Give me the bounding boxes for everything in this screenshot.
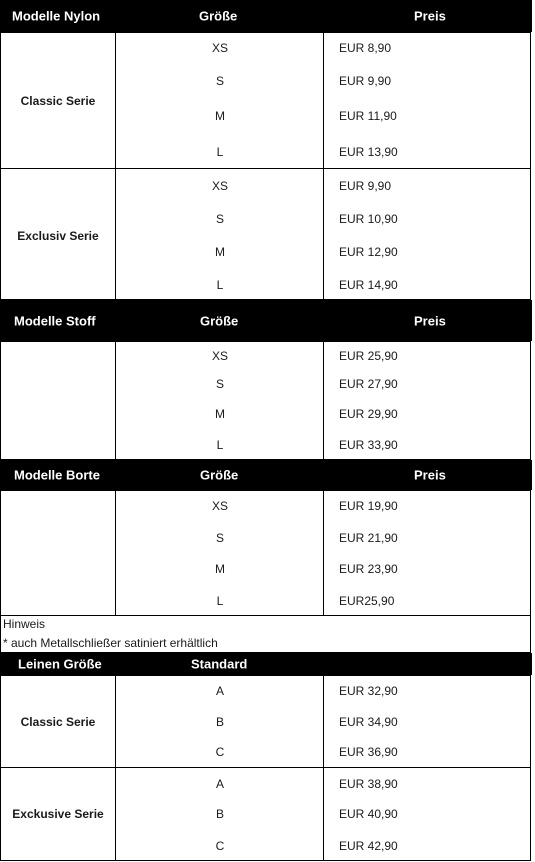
size-cell: S bbox=[215, 212, 224, 226]
size-cell: S bbox=[215, 74, 224, 88]
price-cell: EUR 13,90 bbox=[339, 145, 398, 159]
header-model-label: Modelle Borte bbox=[14, 467, 100, 483]
price-cell: EUR 38,90 bbox=[339, 777, 398, 791]
price-cell: EUR 19,90 bbox=[339, 499, 398, 513]
section-header-nylon bbox=[0, 0, 532, 32]
size-cell: L bbox=[216, 278, 224, 292]
price-cell: EUR 32,90 bbox=[339, 684, 398, 698]
section-header-stoff bbox=[0, 300, 532, 341]
series-label: Classic Serie bbox=[20, 94, 96, 108]
series-label: Classic Serie bbox=[20, 715, 96, 729]
section-header-leinen bbox=[0, 653, 532, 675]
header-price-label: Preis bbox=[414, 8, 446, 24]
price-cell: EUR 10,90 bbox=[339, 212, 398, 226]
hint-text: * auch Metallschließer satiniert erhältlich bbox=[3, 636, 218, 650]
price-group-nylon-exclusiv bbox=[0, 168, 531, 300]
header-size-label: Größe bbox=[200, 313, 239, 328]
size-cell: A bbox=[215, 684, 224, 698]
price-group-nylon-classic bbox=[0, 32, 531, 169]
hint-note bbox=[0, 615, 531, 653]
series-label: Exckusive Serie bbox=[12, 807, 104, 821]
price-cell: EUR 9,90 bbox=[339, 74, 392, 88]
size-cell: B bbox=[215, 715, 224, 729]
header-model-label: Leinen Größe bbox=[18, 656, 102, 672]
size-cell: C bbox=[215, 839, 225, 853]
price-cell: EUR 21,90 bbox=[339, 531, 398, 545]
price-cell: EUR 40,90 bbox=[339, 807, 398, 821]
header-price-label: Preis bbox=[414, 313, 446, 328]
header-size-label: Standard bbox=[191, 656, 248, 672]
size-cell: L bbox=[216, 438, 224, 452]
price-cell: EUR 36,90 bbox=[339, 745, 398, 759]
price-group-leinen-classic bbox=[0, 675, 531, 768]
price-cell: EUR 12,90 bbox=[339, 245, 398, 259]
price-cell: EUR 14,90 bbox=[339, 278, 398, 292]
price-cell: EUR 33,90 bbox=[339, 438, 398, 452]
size-cell: L bbox=[216, 145, 224, 159]
size-cell: A bbox=[215, 777, 224, 791]
header-size-label: Größe bbox=[199, 8, 238, 24]
price-group-leinen-exclusive bbox=[0, 767, 531, 861]
size-cell: M bbox=[215, 407, 225, 421]
size-cell: S bbox=[215, 377, 224, 391]
size-cell: M bbox=[215, 245, 225, 259]
price-cell: EUR 29,90 bbox=[339, 407, 398, 421]
price-group-borte bbox=[0, 490, 531, 616]
size-cell: XS bbox=[211, 41, 228, 55]
size-cell: XS bbox=[211, 499, 228, 513]
size-cell: XS bbox=[211, 349, 228, 363]
size-cell: S bbox=[215, 531, 224, 545]
price-cell: EUR 42,90 bbox=[339, 839, 398, 853]
price-group-stoff bbox=[0, 341, 531, 460]
size-cell: C bbox=[215, 745, 225, 759]
series-label: Exclusiv Serie bbox=[17, 229, 99, 243]
size-cell: XS bbox=[211, 179, 228, 193]
price-cell: EUR 25,90 bbox=[339, 349, 398, 363]
size-cell: M bbox=[215, 109, 225, 123]
price-cell: EUR25,90 bbox=[339, 594, 395, 608]
header-model-label: Modelle Nylon bbox=[12, 8, 101, 24]
price-cell: EUR 8,90 bbox=[339, 41, 392, 55]
price-cell: EUR 27,90 bbox=[339, 377, 398, 391]
size-cell: L bbox=[216, 594, 224, 608]
size-cell: B bbox=[215, 807, 224, 821]
header-price-label: Preis bbox=[414, 467, 446, 483]
header-size-label: Größe bbox=[200, 467, 239, 483]
price-cell: EUR 11,90 bbox=[339, 109, 397, 123]
price-cell: EUR 23,90 bbox=[339, 562, 398, 576]
price-cell: EUR 9,90 bbox=[339, 179, 392, 193]
section-header-borte bbox=[0, 460, 532, 490]
header-model-label: Modelle Stoff bbox=[14, 313, 96, 328]
size-cell: M bbox=[215, 562, 225, 576]
hint-title: Hinweis bbox=[3, 617, 46, 631]
price-cell: EUR 34,90 bbox=[339, 715, 398, 729]
